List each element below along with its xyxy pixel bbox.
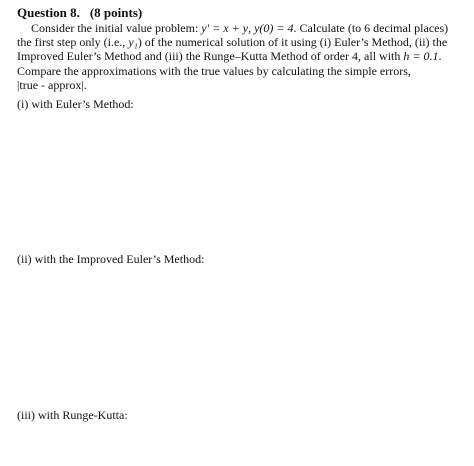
question-number: Question 8.: [17, 5, 80, 20]
problem-line-3: Improved Euler’s Method and (iii) the Runge–Kutta Method of order 4, all with h = 0.1.: [17, 49, 442, 64]
problem-statement: [17, 21, 449, 92]
question-points: (8 points): [89, 5, 143, 20]
first-step-variable: y₁: [128, 35, 138, 50]
part-iii-answer-space[interactable]: [17, 426, 457, 462]
part-ii-label: (ii) with the Improved Euler’s Method:: [17, 252, 205, 266]
part-iii-label: (iii) with Runge-Kutta:: [17, 408, 128, 422]
problem-line-4: Compare the approximations with the true values by calculating the simple errors,: [17, 63, 411, 78]
problem-line-2: the first step only (i.e., y₁) of the numerical solution of it using (i) Euler’s Method, (ii) the: [17, 35, 448, 50]
part-ii-answer-space[interactable]: [17, 270, 457, 400]
part-i-label: (i) with Euler’s Method:: [17, 97, 134, 111]
step-size: h = 0.1: [403, 49, 439, 64]
problem-line-1: Consider the initial value problem: y′ = x + y, y(0) = 4. Calculate (to 6 decimal places): [31, 21, 449, 35]
differential-equation: y′ = x + y: [201, 21, 249, 35]
part-i-answer-space[interactable]: [17, 115, 457, 245]
problem-line-5: |true - approx|.: [17, 77, 87, 92]
initial-condition: y(0) = 4: [254, 21, 294, 35]
question-heading: [17, 5, 142, 21]
